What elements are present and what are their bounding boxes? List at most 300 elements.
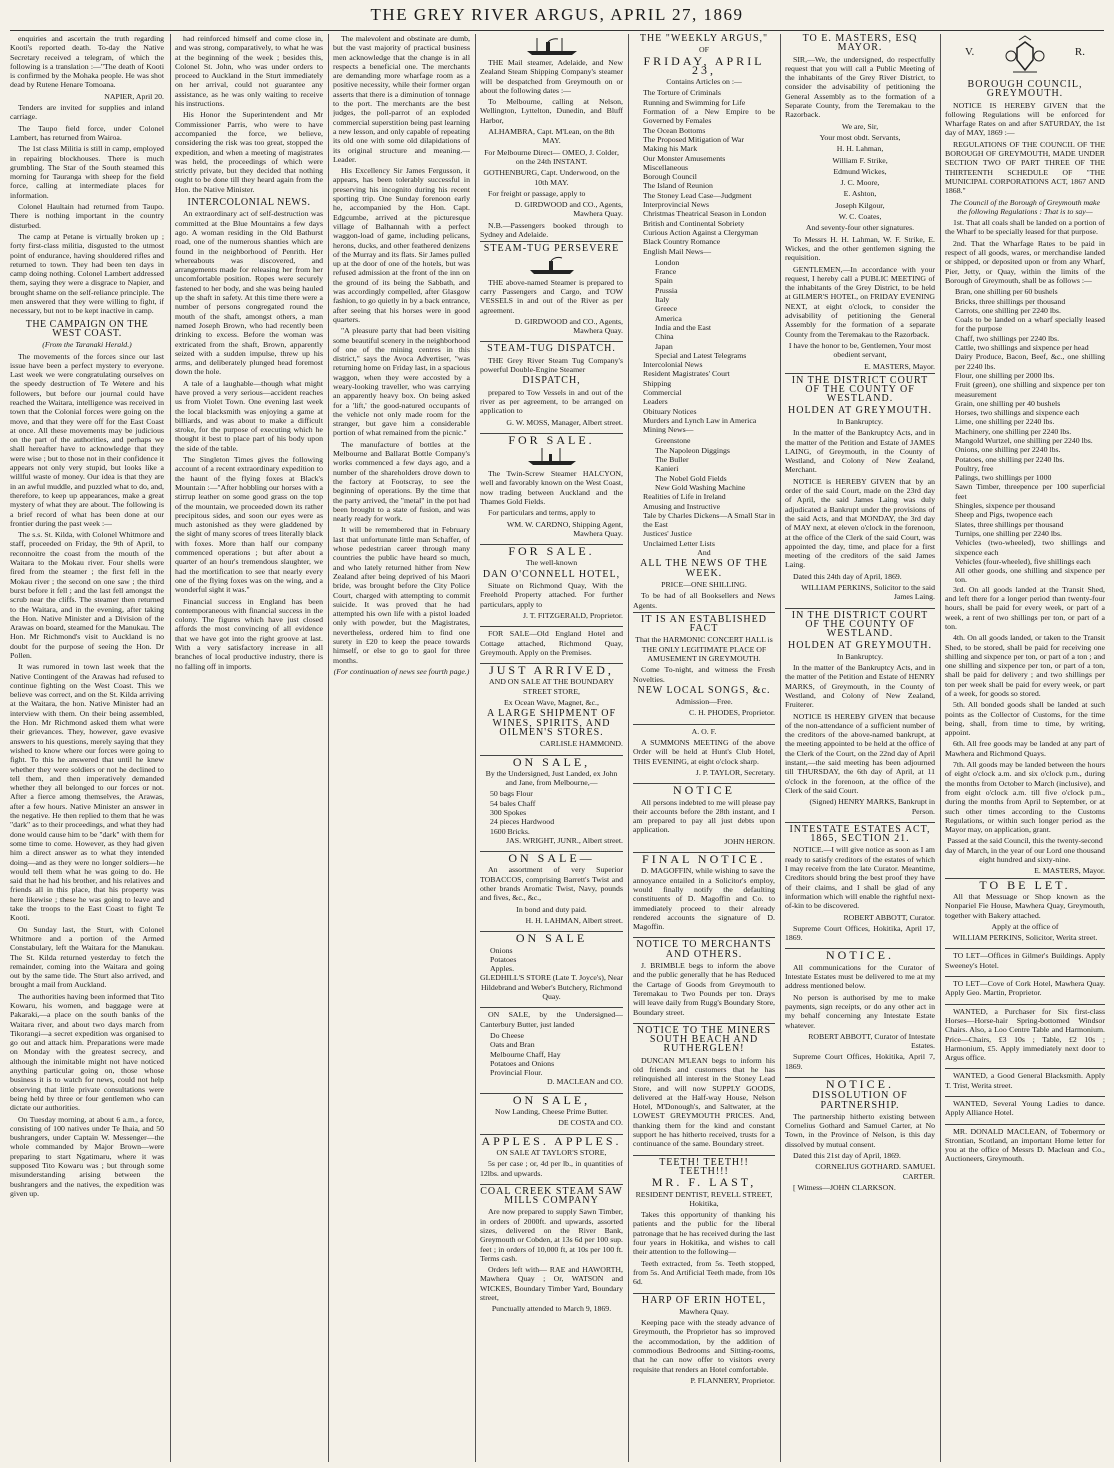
list-item: Vehicles (four-wheeled), five shillings each xyxy=(955,556,1091,566)
list-item: Grain, one shilling per 40 bushels xyxy=(955,398,1061,408)
column-divider xyxy=(780,34,781,1462)
ad-headline: NOTICE TO MERCHANTS AND OTHERS. xyxy=(636,939,772,960)
tugboat-icon xyxy=(522,256,582,276)
list-item: Running and Swimming for Life xyxy=(643,97,746,107)
ad-signature: WILLIAM PERKINS, Solicitor to the said James Laing. xyxy=(801,583,935,602)
article-paragraph: The malevolent and obstinate are dumb, but the vast majority of practical business men acknowledge that the change is in all respects a beneficial one. The merchants are demanding more wharfage room as a positive necessity, while their former organ asserts that there is a diminution of tonnage to the port. The merchants are the best judges, the poll-parrot of an exploded commercial superstition being past learning a new lesson, and only capable of repeating its old one with some old dilapidations of its original structure and meaning.—Leader. xyxy=(333,34,470,164)
list-item: Tale by Charles Dickens—A Small Star in the East xyxy=(643,510,775,530)
article-paragraph: Tenders are invited for supplies and inland carriage. xyxy=(10,103,164,122)
ad-signature: C. H. PHODES, Proprietor. xyxy=(689,708,775,718)
contents-list xyxy=(633,88,775,246)
shipping-ad xyxy=(480,58,623,239)
bankruptcy-notice xyxy=(785,608,935,820)
signatory: Joseph Kilgour, xyxy=(835,200,885,210)
on-sale-ad xyxy=(480,755,623,850)
steamship-icon xyxy=(522,36,582,56)
ad-signature: E. MASTERS, Mayor. xyxy=(864,361,935,371)
ad-text: DISPATCH, xyxy=(522,375,581,387)
list-item: Oats and Bran xyxy=(490,1040,535,1050)
article-paragraph: "A pleasure party that had been visiting some beautiful scenery in the neighborhood of one of the mining centres in this district," says the Avoca Advertiser, "was returning home on Friday last, in a spacious waggon, when they were accosted by a weary-looking traveller, who was carrying an apparently heavy box. On being asked for a 'lift,' the good-natured occupants of the vehicle not only made room for the stranger, but gave him a considerable portion of what remained from the picnic." xyxy=(333,326,470,438)
royal-crest-block xyxy=(945,34,1105,80)
ad-headline: NOTICE. xyxy=(826,948,894,963)
column-6 xyxy=(785,34,935,1464)
ad-headline: INTESTATE ESTATES ACT, 1865, SECTION 21. xyxy=(789,823,931,845)
wanted-ad xyxy=(945,1096,1105,1122)
list-item: Formation of a New Empire to be Governed by Females xyxy=(643,107,775,126)
ad-text: Punctually attended to March 9, 1869. xyxy=(491,1304,612,1314)
to-let-ad xyxy=(945,948,1105,974)
ad-headline: STEAM-TUG PERSEVERE xyxy=(483,243,620,255)
ad-headline: NOTICE TO THE MINERS SOUTH BEACH AND RUTHERGLEN! xyxy=(636,1024,772,1055)
ad-signature: J. T. FITZGERALD, Proprietor. xyxy=(523,610,623,620)
ad-text: TO LET—Offices in Gilmer's Buildings. Apply Sweeney's Hotel. xyxy=(945,951,1105,970)
ad-text: And seventy-four other signatures. xyxy=(805,223,915,233)
list-item: Special and Latest Telegrams xyxy=(655,350,747,360)
list-item: 50 bags Flour xyxy=(490,789,533,799)
ad-text: We are, Sir, xyxy=(841,121,879,131)
ad-signature: D. MACLEAN and CO. xyxy=(546,1077,623,1087)
ad-text: Takes this opportunity of thanking his patients and the public for the liberal patronage that he has received during the last four years in Hokitika, and wishes to call their attention to the following— xyxy=(633,1210,775,1257)
ad-text: GLEDHILL'S STORE (Late T. Joyce's), Near Hildebrand and Weber's Butchery, Richmond Quay. xyxy=(480,973,623,1002)
list-item: Shipping xyxy=(643,378,672,388)
article-paragraph: The movements of the forces since our last issue have been a perfect mystery to everyone. Last week we were congratulating ourselves on the speedy destruction of Te Wetere and his followers, but before our journal could have reached the Waitara, intelligence was received in town that the Colonial forces were going on the move, and that they were off for the East Coast at once. All these movements may be judicious on the part of the authorities, and perhaps we shall hereafter have to acknowledge that they were wise ; but to those not in their confidence it appears not only very stupid, but looks like a willful waste of money. Our idea is that they are in an awful muddle, and puzzled what to do, and, therefore, to keep up appearances, make a great mystery of what they are about. The following is a brief record of what has been done at our frontier during the past week :— xyxy=(10,351,164,528)
ad-text: All persons indebted to me will please pay their accounts before the 28th instant, and I am prepared to pay all just debts upon application. xyxy=(633,797,775,835)
list-item: Realities of Life in Ireland xyxy=(643,492,726,502)
list-item: Dairy Produce, Bacon, Beef, &c., one shilling per 2240 lbs. xyxy=(955,352,1105,371)
ad-text: DAN O'CONNELL HOTEL, xyxy=(482,568,621,580)
on-sale-ad xyxy=(480,851,623,929)
column-divider xyxy=(940,34,941,1462)
goods-list xyxy=(480,1031,623,1077)
ad-headline: THE "WEEKLY ARGUS," xyxy=(639,34,769,44)
ad-text: The partnership hitherto existing between Cornelius Gothard and Samuel Carter, at No Town, in the Province of Nelson, is this day dissolved by mutual consent. xyxy=(785,1111,935,1149)
ad-text: NOTICE IS HEREBY GIVEN that because of the non-attendance of a sufficient number of the creditors of the above-named bankrupt, at the meeting appointed to be held at the office of the Clerk of the Court, on the 22nd day of April instant,—the said meeting has been adjourned till THURSDAY, the 6th day of April, at 11 o'clock in the forenoon, at the office of the Clerk of the said Court. xyxy=(785,711,935,795)
ad-text: NOTICE IS HEREBY GIVEN that the following Regulations will be enforced for Wharfage Rates on and after SATURDAY, the 1st day of MAY, 1869 :— xyxy=(945,100,1105,138)
column-divider xyxy=(628,34,629,1462)
wanted-ad xyxy=(945,1004,1105,1067)
list-item: The Buller xyxy=(655,455,689,465)
ad-signature: ROBERT ABBOTT, Curator of Intestate Estates. xyxy=(808,1031,935,1051)
ad-signature: CARLISLE HAMMOND. xyxy=(539,739,623,749)
article-paragraph: The 1st class Militia is still in camp, employed in repairing blockhouses. There is much grumbling. The Star of the South steamed this morning for Tauranga with sheep for the field force, calling at intermediate places for information. xyxy=(10,144,164,200)
list-item: Machinery, one shilling per 2240 lbs. xyxy=(955,426,1072,436)
ad-text: No person is authorised by me to make payments, sign receipts, or do any other act in my behalf concerning any Intestate Estate whatever. xyxy=(785,992,935,1030)
ad-signature: P. FLANNERY, Proprietor. xyxy=(690,1375,775,1385)
ad-text: SIR,—We, the undersigned, do respectfully request that you will call a Public Meeting of the inhabitants of the Grey River District, to consider the advisability of petitioning the General Assembly as to the formation of a Separate County, from the Teremakau to the Razorback. xyxy=(785,54,935,120)
ad-text: DUNCAN M'LEAN begs to inform his old friends and customers that he has relinquished all interest in the Stoney Lead Store, and will now SUPPLY GOODS, delivered at the Half-way House, Nelson Hotel, M'Donough's, and Saltwater, at the LOWEST GREYMOUTH PRICES. And, thanking them for the kind and constant support he has hitherto received, trusts for a continuance of the same. Boundary street. xyxy=(633,1055,775,1149)
ad-text: GENTLEMEN,—In accordance with your request, I hereby call a PUBLIC MEETING of the inhabitants of the Grey District, to be held at GILMER'S HOTEL, on FRIDAY EVENING NEXT, at eight o'clock, to consider the advisability of petitioning the General Assembly for the formation of a separate County from the Teremakau to the Razorback. xyxy=(785,264,935,339)
contents-list xyxy=(633,258,775,360)
ad-headline: FINAL NOTICE. xyxy=(642,852,766,867)
list-item: Miscellaneous xyxy=(643,162,689,172)
ad-signature: J. P. TAYLOR, Secretary. xyxy=(695,767,775,777)
signatory: Edmund Wickes, xyxy=(833,166,887,176)
goods-list xyxy=(480,789,623,835)
list-item: Potatoes xyxy=(490,954,517,964)
royal-crest-icon xyxy=(1003,34,1047,78)
ad-text: NEW LOCAL SONGS, &c. xyxy=(637,684,771,696)
article-paragraph: It was rumored in town last week that the Native Contingent of the Arawas had refused to continue fighting on the West Coast. This we believe was correct, and on the St. Kilda arriving at the Waitara, the hon. Native Minister had an interview with them. On their being assembled, the Hon. Mr Richmond asked them what were their grievances. They, however, gave evasive answers to his questions, merely saying that they wished to know where our forces were going to fight. To this he answered that until he knew whether they were soldiers or not he declined to tell them, and then imperatively demanded whether they all belonged to our forces or not. After a fierce among themselves, the Arawas, after a few hours. Native Minister an answer in the negative. He then replied to them that he was "dark" as to their proceedings, and what they had done would cause him to be "dark" with them for some time to come. However, as they had given him a direct answer as to what they intended doing—and as they were no longer soldiers—he would tell them what he was going to do. He said that he had his brother, and his relatives and friends all in this place, that his property was here likewise ; these he was going to leave and take the troops to the East Coast to fight Te Kooti. xyxy=(10,662,164,923)
ad-text: D. MAGOFFIN, while wishing to save the annoyance entailed in a Solicitor's employ, would finally notify the defaulting constituents of D. Magoffin and Co. to immediately proceed to their already rendered accounts the signature of D. Magoffin. xyxy=(633,866,775,932)
signatory: William F. Strike, xyxy=(832,155,888,165)
list-item: Slates, three shillings per thousand xyxy=(955,519,1064,529)
regulation: 7th. All goods may be landed between the hours of eight o'clock a.m. and six o'clock p.m., during the months from October to March (inclusive), and from eight o'clock a.m. till five o'clock p.m., during the months from April to September, or at such other times according to the Customs Regulations, or within such longer period as the Mayor may, on application, grant. xyxy=(945,760,1105,835)
dentist-ad xyxy=(633,1155,775,1291)
ad-text: Teeth extracted, from 5s. Teeth stopped, from 5s. And Artificial Teeth made, from 10s 6d. xyxy=(633,1258,775,1287)
ad-text: OF xyxy=(699,45,709,55)
ad-text: All that Messuage or Shop known as the Nonpariel Fie House, Mawhera Quay, Greymouth, together with Bakery attached. xyxy=(945,891,1105,920)
ad-signature: WILLIAM PERKINS, Solicitor, Werita street. xyxy=(952,933,1098,943)
to-let-ad xyxy=(945,976,1105,1002)
ad-signature: DE COSTA and CO. xyxy=(558,1118,623,1128)
ad-text: Are now prepared to supply Sawn Timber, in orders of 2000ft. and upwards, assorted sizes, delivered on the River Bank, Greymouth or Cobden, at 13s 6d per 100 sup. feet ; in orders of 10,000 ft, at 10s per 100 ft. Terms cash. xyxy=(480,1207,623,1263)
article-paragraph: The authorities having been informed that Tito Kowaru, his women, and baggage were at Pakaraki,—a place on the south banks of the Waitara river, and about two days march from Tikorangi—a secret expedition was organised to go out and attack him. Preparations were made on Monday with the greatest secrecy, and although the inimitable might not have noticed anything particular going on, those whose business it is to watch for news, could not help observing that little private consultations were being held by three or four gentlemen who can dictate our authorities. xyxy=(10,991,164,1113)
personal-notice-ad xyxy=(945,1124,1105,1168)
article-headline: THE CAMPAIGN ON THE WEST COAST. xyxy=(25,318,149,339)
list-item: London xyxy=(655,257,680,267)
list-item: Greece xyxy=(655,304,678,314)
ad-text: To Messrs H. H. Lahman, W. F. Strike, E. Wickes, and the other gentlemen signing the requisition. xyxy=(785,234,935,263)
column-2 xyxy=(175,34,323,1464)
ad-headline: TO BE LET. xyxy=(979,877,1071,892)
notice-to-merchants-ad xyxy=(633,937,775,1020)
column-5 xyxy=(633,34,775,1464)
list-item: Commercial xyxy=(643,387,682,397)
list-item: Curious Action Against a Clergyman xyxy=(643,227,759,237)
column-divider xyxy=(475,34,476,1462)
regulation: 1st. That all coals shall be landed on a portion of the Wharf to be specially leased for that purpose. xyxy=(945,218,1105,237)
regulation: 5th. All bonded goods shall be landed at such points as the Collector of Customs, for the time being, shall, from time to time, by writing, appoint. xyxy=(945,700,1105,738)
article-paragraph: enquiries and ascertain the truth regarding Kooti's reported death. To-day the Native Secretary received a telegram, of which the following is a translation :—"The death of Kooti is confirmed by the Mohaka people. He was shot dead by Rutene Henare Tomoana. xyxy=(10,34,164,90)
list-item: Justices' Justice xyxy=(643,529,692,539)
list-item: Fruit (green), one shilling and sixpence per ton measurement xyxy=(955,380,1105,399)
ad-text: A SUMMONS MEETING of the above Order will be held at Hunt's Club Hotel, THIS EVENING, at eight o'clock sharp. xyxy=(633,738,775,766)
list-item: Bricks, three shillings per thousand xyxy=(955,296,1066,306)
ad-text: AND ON SALE AT THE BOUNDARY STREET STORE, xyxy=(488,677,615,696)
article-paragraph: His Excellency Sir James Fergusson, it appears, has been tolerably successful in preserving his incognito during his recent sporting trip. One Sunday forenoon early he, accompanied by the Hon. Capt. Edgcumbe, arrived at the picturesque village of Balhannah with a perfect waggon-load of game, including pelicans, herons, ducks, and other feathered denizens of the Murray and its flats. Sir James pulled up at the door of one of the hotels, but was refused admission at the front of the inn on the ground of its being the Sabbath, and was accordingly compelled, after Glasgow fashion, to go quietly in by a back entrance, after seeing that his horses were in good quarters. xyxy=(333,166,470,324)
goods-list xyxy=(480,946,623,974)
list-item: Leaders xyxy=(643,397,668,407)
list-item: Black Country Romance xyxy=(643,237,721,247)
ad-text: Mawhera Quay. xyxy=(679,1306,729,1316)
ad-headline: HOLDEN AT GREYMOUTH. xyxy=(788,404,932,416)
just-arrived-ad xyxy=(480,663,623,752)
to-be-let-ad xyxy=(945,878,1105,947)
list-item: Greenstone xyxy=(655,436,691,446)
ad-headline: NOTICE xyxy=(673,783,735,798)
list-item: Palings, two shillings per 1000 xyxy=(955,473,1052,483)
for-sale-ad xyxy=(480,433,623,542)
list-item: Obituary Notices xyxy=(643,406,697,416)
ad-headline: FRIDAY, APRIL 23, xyxy=(643,53,765,77)
column-divider xyxy=(170,34,171,1462)
article-source: (From the Taranaki Herald.) xyxy=(42,340,132,350)
ad-signature: E. MASTERS, Mayor. xyxy=(1034,866,1105,876)
ad-text: Now Landing, Cheese Prime Butter. xyxy=(494,1107,609,1117)
list-item: The Torture of Criminals xyxy=(643,88,721,98)
ad-text: prepared to Tow Vessels in and out of the river as per agreement, to be arranged on application to xyxy=(480,387,623,416)
ad-text: 5s per case ; or, 4d per lb., in quantities of 12lbs. and upwards. xyxy=(480,1159,623,1178)
list-item: Sheep and Pigs, twopence each xyxy=(955,510,1053,520)
article-paragraph: Colonel Haultain had returned from Taupo. There is nothing important in the country disturbed. xyxy=(10,202,164,230)
ad-text: THE Mail steamer, Adelaide, and New Zealand Steam Shipping Company's steamer will be despatched from Greymouth on or about the following dates :— xyxy=(480,58,623,95)
ad-text: Dated this 24th day of April, 1869. xyxy=(793,571,902,581)
signatory: J. C. Moore, xyxy=(840,178,880,188)
ad-headline: ON SALE, xyxy=(512,754,591,769)
ad-headline: TO E. MASTERS, ESQ MAYOR. xyxy=(802,34,918,54)
list-item: America xyxy=(655,313,682,323)
saw-mills-ad xyxy=(480,1184,623,1318)
bankruptcy-notice xyxy=(785,373,935,606)
ad-text: FOR SALE—Old England Hotel and Cottage attached, Richmond Quay, Greymouth. Apply on the Premises. xyxy=(480,629,623,657)
list-item: Intercolonial News xyxy=(643,360,703,370)
notice-ad xyxy=(633,783,775,850)
ad-text: WANTED, a Good General Blacksmith. Apply T. Trist, Werita street. xyxy=(945,1071,1105,1090)
column-1 xyxy=(10,34,164,1464)
ad-text: In bond and duty paid. xyxy=(516,904,587,914)
ad-text: In the matter of the Bankruptcy Acts, and in the matter of the Petition and Estate of HENRY MARKS, of Greymouth, in the County of Westland, and Colony of New Zealand, Fruiterer. xyxy=(785,663,935,710)
ad-text: Your most obdt. Servants, xyxy=(819,132,901,142)
ad-text: Come To-night, and witness the Fresh Novelties. xyxy=(633,665,775,684)
ad-text: The Twin-Screw Steamer HALCYON, well and favorably known on the West Coast, now trading between Auckland and the Thames Gold Fields. xyxy=(480,469,623,506)
article-paragraph: The camp at Petane is virtually broken up ; forty first-class militia, disgusted to the utmost point of endurance, having shouldered rifles and returned to town. They had been ten days in camp doing nothing. Colonel Lambert addressed them, saying they were a disgrace to Napier, and brought shame on the self-reliance principle. The men answered that they were willing to fight, if necessary, but not to be kept inactive in camp. xyxy=(10,231,164,316)
list-item: 24 pieces Hardwood xyxy=(490,817,555,827)
article-paragraph: The s.s. St. Kilda, with Colonel Whitmore and staff, proceeded on Friday, the 9th of April, to reconnoitre the coast from the mouth of the Waitara to the Mokau river. Four shells were fired from the steamer ; the first fell in the Mokau river ; the second on one saw ; the third burst before it fell ; and the last fell amongst the scrub near the cliffs. The steamer then returned to the Waitara, and in the evening, after taking the Hon. Native Minister and a Division of the Arawas on board, steamed for the Manukau. The Hon. Mr Richmond's visit to Auckland is no doubt for the purpose of seeing the Hon. Dr Pollen. xyxy=(10,530,164,660)
ad-signature: H. H. LAHMAN, Albert street. xyxy=(525,915,623,925)
list-item: The Stoney Lead Case—Judgment xyxy=(643,190,752,200)
ad-text: THE Grey River Steam Tug Company's powerful Double-Engine Steamer xyxy=(480,355,623,375)
list-item: Interprovincial News xyxy=(643,200,710,210)
list-item: Chaff, two shillings per 2240 lbs. xyxy=(955,333,1060,343)
contents-list xyxy=(633,436,775,492)
list-item: The Ocean Bottoms xyxy=(643,125,706,135)
list-item: Sawn Timber, threepence per 100 superficial feet xyxy=(955,482,1105,501)
signatory: H. H. Lahman, xyxy=(836,144,884,154)
list-item: Bran, one shilling per 60 bushels xyxy=(955,287,1058,297)
list-item: Borough Council xyxy=(643,172,697,182)
list-item: Prussia xyxy=(655,285,678,295)
list-item: Lime, one shilling per 2240 lbs. xyxy=(955,417,1055,427)
ad-signature: WM. W. CARDNO, Shipping Agent, Mawhera Quay. xyxy=(506,519,623,538)
column-divider xyxy=(328,34,329,1462)
continuation-note: (For continuation of news see fourth page.) xyxy=(333,666,470,676)
list-item: British and Continental Sobriety xyxy=(643,218,745,228)
article-paragraph: A tale of a laughable—though what might have proved a very serious—accident reaches us from Violet Town. One evening last week the local blacksmith was enjoying a game at billiards, and was about to make a difficult stroke, for the purpose of executing which he thought it best to place part of his body upon the side of the table. xyxy=(175,378,323,453)
ad-text: N.B.—Passengers booked through to Sydney and Adelaide. xyxy=(480,220,623,240)
ad-signature: (Signed) HENRY MARKS, Bankrupt in Person. xyxy=(809,797,935,816)
requisition-ad xyxy=(785,34,935,371)
on-sale-ad xyxy=(480,1093,623,1132)
for-sale-ad xyxy=(480,626,623,661)
ad-text: For Melbourne Direct— OMEO, J. Colder, on the 24th INSTANT. xyxy=(484,147,619,166)
ad-text: In Bankruptcy. xyxy=(836,416,884,426)
list-item: Amusing and Instructive xyxy=(643,501,721,511)
ad-headline: ALL THE NEWS OF THE WEEK. xyxy=(640,558,768,579)
ad-text: J. BRIMBLE begs to inform the above and the public generally that he has Reduced the Cartage of Goods from Greymouth to Teremakau to Two Pounds per ton. Drays will leave daily from Rugg's Boundary Store, Boundary street. xyxy=(633,961,775,1017)
ad-text: GOTHENBURG, Capt. Underwood, on the 10th MAY. xyxy=(483,168,620,187)
ad-headline: IN THE DISTRICT COURT OF THE COUNTY OF WESTLAND. xyxy=(791,374,929,405)
ad-text: Orders left with— RAE and HAWORTH, Mawhera Quay ; Or, WATSON and WICKES, Boundary Timber Yard, Boundary street, xyxy=(480,1265,623,1303)
column-7 xyxy=(945,34,1105,1464)
for-sale-ad xyxy=(480,544,623,624)
ad-text: I have the honor to be, Gentlemen, Your most obedient servant, xyxy=(788,340,932,360)
list-item: Christmas Theatrical Season in London xyxy=(643,209,767,219)
regulation: 2nd. That the Wharfage Rates to be paid in respect of all goods, wares, or merchandise landed or shipped, or deposited upon or from any Wharf, Pier, Jetty, or Quay, within the limits of the Borough of Greymouth, shall be as follows :— xyxy=(945,238,1105,285)
ad-text: The Council of the Borough of Greymouth make the following Regulations : That is to say— xyxy=(950,197,1100,216)
ad-text: And xyxy=(697,548,711,558)
on-sale-ad xyxy=(480,931,623,1005)
ad-text: Supreme Court Offices, Hokitika, April 7, 1869. xyxy=(785,1052,935,1071)
regulation: 3rd. On all goods landed at the Transit Shed, and left there for a longer period than twenty-four hours, shall be paid for every week, or part of a week, a rent of two shillings per ton, or part of a ton. xyxy=(945,584,1105,631)
ad-signature: D. GIRDWOOD and CO., Agents, Mawhera Quay. xyxy=(514,316,623,336)
list-item: Kanieri xyxy=(655,464,679,474)
article-paragraph: His Honor the Superintendent and Mr Commissioner Parris, who were to have accompanied the force, we believe, considering the risk was too great, stopped the expedition, and when a meeting of magistrates was held, the proceedings of which were strictly private, but they decided that nothing ought to be done till they heard again from the Hon. the Native Minister. xyxy=(175,110,323,194)
ad-headline: ON SALE— xyxy=(508,851,595,866)
dateline: NAPIER, April 20. xyxy=(104,91,164,101)
crest-letter: R. xyxy=(1074,46,1085,58)
article-paragraph: An extraordinary act of self-destruction was committed at the Blue Mountains a few days ago. A woman residing in the Old Bathurst road, one of the numerous shanties which are found in the neighborhood of Penrith. Her whereabouts was discovered, and arrangements made for releasing her from her uncomfortable position. Ropes were securely fastened to her body, and she was being hauled up the shaft in safety. At this time there were a number of persons congregated round the mouth of the shaft, amongst others, a man named Joseph Brown, who had recently been drinking to excess. Before the woman was extricated from the shaft, Brown, apparently seized with a sudden impulse, threw up his arms, and deliberately plunged head foremost down the hole. xyxy=(175,209,323,377)
ad-text: By the Undersigned, Just Landed, ex John and Jane, from Melbourne,— xyxy=(485,768,618,788)
ad-text: THE above-named Steamer is prepared to carry Passengers and Cargo, and TOW VESSELS in and out of the River as per agreement. xyxy=(480,277,623,315)
ad-headline: FOR SALE. xyxy=(508,544,595,559)
notice-to-miners-ad xyxy=(633,1023,775,1153)
ad-signature: JAS. WRIGHT, JUNR., Albert street. xyxy=(506,835,623,845)
article-paragraph: The manufacture of bottles at the Melbourne and Ballarat Bottle Company's works commenced a few days ago, and a number of the shareholders drove down to the factory at Footscray, to see the beginning of operations. By the time that the party arrived, the "metal" in the pot had been brought to a state of fusion, and was nearly ready for work. xyxy=(333,439,470,524)
intestate-notice xyxy=(785,822,935,947)
article-paragraph: The Singleton Times gives the following account of a recent extraordinary expedition to the haunt of the flying foxes at Black's Mountain :—"After hobbling our horses with a stirrup leather on some good grass on the top of the mountain, we proceeded down its rather precipitous sides, and soon our eyes were as much astonished as they were gladdened by the sight of many scores of trees literally black with foxes. More than half our company commenced operations ; but after about a quarter of an hour's tremendous slaughter, we had the mortification to see that nearly every one of the flying foxes was on the wing, and a wonderful sight it was." xyxy=(175,455,323,595)
list-item: Onions xyxy=(490,945,513,955)
masthead: THE GREY RIVER ARGUS, APRIL 27, 1869 xyxy=(370,5,744,24)
list-item: Resident Magistrates' Court xyxy=(643,369,730,379)
ad-text: In the matter of the Bankruptcy Acts, and in the matter of the Petition and Estate of JAMES LAING, of Greymouth, in the County of Westland, and Colony of New Zealand, Merchant. xyxy=(785,428,935,475)
curator-notice xyxy=(785,948,935,1075)
final-notice-ad xyxy=(633,852,775,935)
ad-text: Admission—Free. xyxy=(675,697,733,707)
ad-text: MR. DONALD MACLEAN, of Tobermory or Strontian, Scotland, an important Home letter for you at the office of Messrs D. Maclean and Co., Auctioneers, Greymouth. xyxy=(945,1126,1105,1164)
steam-tug-ad xyxy=(480,341,623,430)
ad-text: For particulars and terms, apply to xyxy=(488,508,596,518)
ad-headline: TEETH! TEETH!! TEETH!!! xyxy=(659,1156,749,1177)
list-item: Potatoes and Onions xyxy=(490,1058,555,1068)
regulation: 4th. On all goods landed, or taken to the Transit Shed, to be stored, shall be paid for receiving one shilling and sixpence per ton, or part of a ton ; and one shilling and sixpence per ton, or part of a ton, shall be paid for delivery ; and two shillings per ton per week shall be paid for every week, or part of a week, for goods so stored. xyxy=(945,633,1105,698)
list-item: India and the East xyxy=(655,322,712,332)
ad-text: NOTICE is HEREBY GIVEN that by an order of the said Court, made on the 23rd day of April, the said James Laing was duly adjudicated a Bankrupt under the provisions of the said Acts, and that MONDAY, the 3rd day of MAY next, at eleven o'clock in the forenoon, at the office of the Clerk of the said Court, was appointed the day, time, and place for a first meeting of the creditors of the said James Laing. xyxy=(785,476,935,570)
contents-list xyxy=(633,360,775,425)
apples-ad xyxy=(480,1134,623,1182)
list-item: Horses, two shillings and sixpence each xyxy=(955,408,1080,418)
list-item: Murders and Lynch Law in America xyxy=(643,415,757,425)
ad-text: PRICE—ONE SHILLING. xyxy=(661,579,747,589)
ad-text: REGULATIONS OF THE COUNCIL OF THE BOROUGH OF GREYMOUTH, MADE UNDER SECTION TWO OF PART THREE OF THE THIRTEENTH SCHEDULE OF "THE MUNICIPAL CORPORATIONS ACT, 1867 AND 1868." xyxy=(945,139,1105,196)
list-item: The Napoleon Diggings xyxy=(655,445,730,455)
ad-signature: CORNELIUS GOTHARD. SAMUEL CARTER. xyxy=(815,1162,935,1181)
ad-headline: STEAM-TUG DISPATCH. xyxy=(487,343,616,355)
ad-text: [ Witness—JOHN CLARKSON. xyxy=(793,1182,896,1192)
ad-signature: G. W. MOSS, Manager, Albert street. xyxy=(506,417,623,427)
list-item: Shingles, sixpence per thousand xyxy=(955,501,1056,511)
column-4 xyxy=(480,34,623,1464)
signatory: E. Ashton, xyxy=(843,189,877,199)
list-item: 1600 Bricks. xyxy=(490,826,530,836)
ad-text: ALHAMBRA, Capt. M'Lean, on the 8th MAY. xyxy=(488,127,615,146)
ad-headline: IN THE DISTRICT COURT OF THE COUNTY OF WESTLAND. xyxy=(791,609,929,640)
article-headline: INTERCOLONIAL NEWS. xyxy=(187,197,311,209)
ad-text: Apply at the office of xyxy=(991,921,1059,931)
list-item: Making his Mark xyxy=(643,144,698,154)
article-paragraph: On Tuesday morning, at about 6 a.m., a force, consisting of 100 natives under Te Ihaia, and 50 bushrangers, under Captain W. Messenger—the whole commanded by Major Brown—were preparing to start Ngatimaru, where it was supposed Tito Kowaru was ; but through some misunderstanding arising between the bushrangers and the natives, the expedition was given up. xyxy=(10,1114,164,1198)
hotel-ad xyxy=(633,1293,775,1390)
article-paragraph: It will be remembered that in February last that unfortunate little man Schaffer, of whose pedestrian career through many countries the public have heard so much, and who lately returned hither from New Zealand after being deprived of his Maori bride, was brought before the City Police Court, charged with attempting to commit suicide. It was proved that he had attempted his own life with a pistol loaded only with powder, but the Magistrates, nevertheless, ordered him to find one surety in £20 to keep the peace towards himself, or else to go to gaol for three months. xyxy=(333,525,470,665)
ad-headline: HOLDEN AT GREYMOUTH. xyxy=(788,639,932,651)
list-item: China xyxy=(655,332,674,342)
ad-headline: A. O. F. xyxy=(691,726,717,736)
list-item: Coals to be landed on a wharf specially leased for the purpose xyxy=(955,315,1105,334)
list-item: Vehicles (two-wheeled), two shillings and sixpence each xyxy=(955,538,1105,557)
list-item: Turnips, one shilling per 2240 lbs. xyxy=(955,528,1062,538)
ad-headline: COAL CREEK STEAM SAW MILLS COMPANY xyxy=(480,1185,623,1207)
ad-text: A LARGE SHIPMENT OF WINES, SPIRITS, AND OILMEN'S STORES. xyxy=(486,708,617,738)
article-paragraph: The Taupo field force, under Colonel Lambert, has returned from Wairoa. xyxy=(10,123,164,142)
ad-text: English Mail News— xyxy=(643,246,712,256)
ad-text: To Melbourne, calling at Nelson, Wellington, Lyttelton, Dunedin, and Bluff Harbor, xyxy=(480,97,623,125)
concert-hall-ad xyxy=(633,612,775,722)
ad-text: To be had of all Booksellers and News Agents. xyxy=(633,591,775,610)
ad-text: Dated this 21st day of April, 1869. xyxy=(793,1151,901,1161)
list-item: Cattle, two shillings and sixpence per head xyxy=(955,343,1089,353)
article-paragraph: Financial success in England has been contemporaneous with financial success in the colony. The figures which have just closed affords the most convincing of all evidence that we have got into the right groove at last. With a very satisfactory increase in all branches of local productive industry, there is no falling off in imports. xyxy=(175,596,323,671)
ad-headline: FOR SALE. xyxy=(508,432,595,447)
crest-letter: V. xyxy=(965,46,975,58)
list-item: New Gold Washing Machine xyxy=(655,482,746,492)
ad-headline: ON SALE, xyxy=(512,1092,591,1107)
ad-text: For freight or passage, apply to xyxy=(488,188,586,198)
list-item: Onions, one shilling per 2240 lbs. xyxy=(955,445,1061,455)
signatory: W. C. Coates, xyxy=(838,212,882,222)
ad-headline: IT IS AN ESTABLISHED FACT xyxy=(641,613,767,635)
list-item: Do Cheese xyxy=(490,1030,524,1040)
dissolution-notice xyxy=(785,1077,935,1196)
ad-text: Situate on Richmond Quay, With the Freehold Property attached. For further particulars, apply to xyxy=(480,581,623,609)
ad-text: Supreme Court Offices, Hokitika, April 17, 1869. xyxy=(785,923,935,943)
ad-headline: DISSOLUTION OF PARTNERSHIP. xyxy=(812,1090,908,1111)
on-sale-ad xyxy=(480,1007,623,1090)
steamship-icon xyxy=(522,447,582,467)
article-paragraph: On Sunday last, the Sturt, with Colonel Whitmore and a portion of the Armed Constabulary, left the Waitara for the Manukau. The St. Kilda returned yesterday to fetch the remainder, coming into the Waitara and going out by the same tide. The Sturt also arrived, and brought a mail from Auckland. xyxy=(10,924,164,990)
ad-headline: JUST ARRIVED, xyxy=(489,663,614,678)
list-item: The Proposed Mitigation of War xyxy=(643,134,745,144)
ad-headline: NOTICE. xyxy=(826,1076,894,1091)
ad-signature: ROBERT ABBOTT, Curator. xyxy=(843,912,935,922)
list-item: Apples. xyxy=(490,964,515,974)
ad-text: All communications for the Curator of Intestate Estates must be delivered to me at my address mentioned below. xyxy=(785,962,935,991)
ad-text: ON SALE, by the Undersigned— Canterbury Butter, just landed xyxy=(480,1010,623,1029)
regulation: 6th. All free goods may be landed at any part of Mawhera and Richmond Quays. xyxy=(945,739,1105,758)
list-item: Provincial Flour. xyxy=(490,1068,543,1078)
ad-headline: HARP OF ERIN HOTEL, xyxy=(641,1294,767,1306)
column-3 xyxy=(333,34,470,1464)
ad-headline: ON SALE xyxy=(515,931,588,946)
list-item: All other goods, one shilling and sixpence per ton. xyxy=(955,566,1105,585)
list-item: Melbourne Chaff, Hay xyxy=(490,1049,561,1059)
ad-text: WANTED, a Purchaser for Six first-class Horses—Horse-hair Spring-bottomed Windsor Chairs. Also, a Loo Centre Table and Harmonium. Price—Chairs, £3 10s ; Table, £2 10s ; Harmonium, £5. Apply immediately next door to Argus office. xyxy=(945,1006,1105,1063)
rates-list xyxy=(945,287,1105,585)
ad-text: An assortment of very Superior TOBACCOS, comprising Barrett's Twist and other brands Aromatic Twist, Navy, pounds and fives, &c., &c., xyxy=(480,865,623,903)
list-item: Mangold Wurtzel, one shilling per 2240 lbs. xyxy=(955,435,1093,445)
list-item: Japan xyxy=(655,341,673,351)
ad-text: Mining News— xyxy=(643,425,694,435)
list-item: Flour, one shilling per 2000 lbs. xyxy=(955,370,1055,380)
ad-text: WANTED, Several Young Ladies to dance. Apply Alliance Hotel. xyxy=(945,1098,1105,1118)
